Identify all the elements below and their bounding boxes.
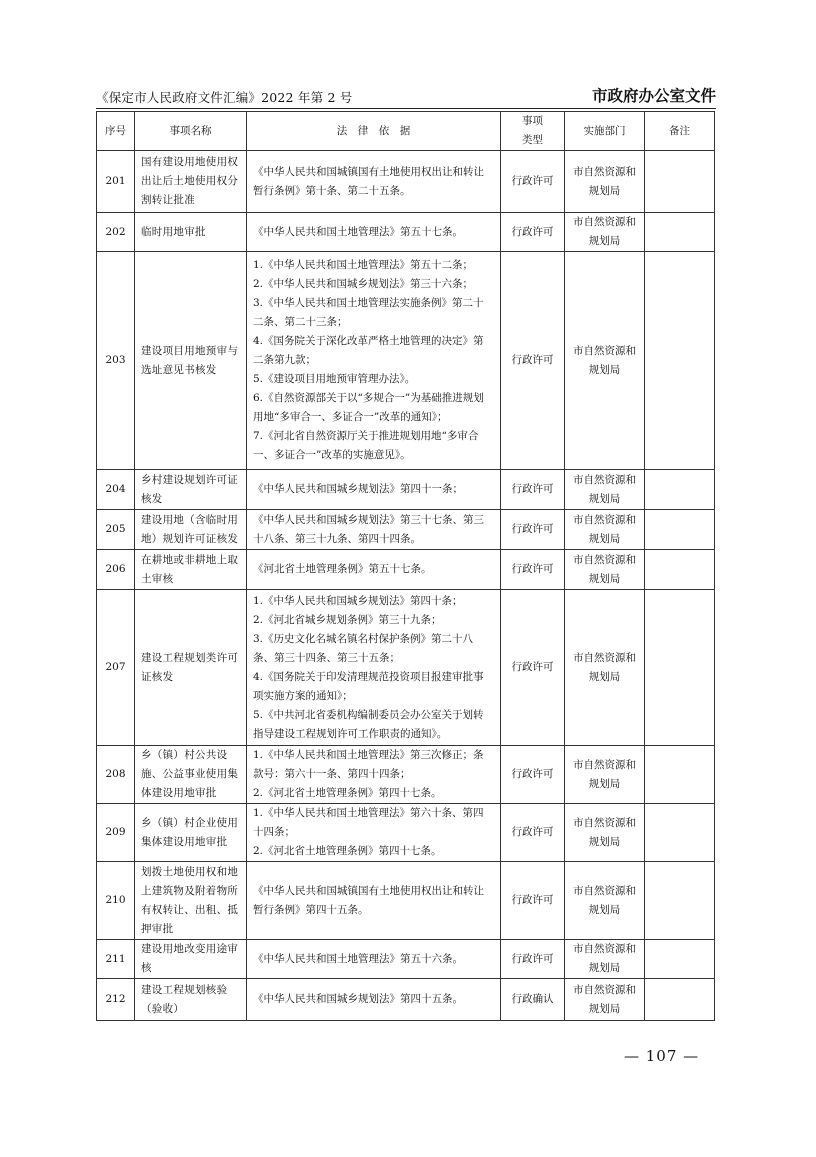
item-department: 市自然资源和规划局 xyxy=(565,252,645,470)
item-note xyxy=(645,590,715,746)
table-row xyxy=(97,470,715,510)
item-number: 211 xyxy=(97,940,135,979)
table-row xyxy=(97,979,715,1021)
item-type: 行政许可 xyxy=(501,746,565,804)
col-header-type-line2: 类型 xyxy=(522,134,543,146)
item-department: 市自然资源和规划局 xyxy=(565,470,645,510)
table-row xyxy=(97,804,715,862)
item-legal-basis xyxy=(247,746,501,804)
legal-basis-line: 1.《中华人民共和国土地管理法》第三次修正；条款号：第六十一条、第四十四条； xyxy=(253,749,484,780)
items-table xyxy=(96,111,715,1021)
col-header-num: 序号 xyxy=(97,112,135,151)
item-name: 建设工程规划类许可证核发 xyxy=(135,590,247,746)
legal-basis-line: 2.《中华人民共和国城乡规划法》第三十六条； xyxy=(253,278,474,290)
col-header-dept: 实施部门 xyxy=(565,112,645,151)
item-department: 市自然资源和规划局 xyxy=(565,862,645,940)
item-note xyxy=(645,940,715,979)
item-department: 市自然资源和规划局 xyxy=(565,746,645,804)
item-number: 207 xyxy=(97,590,135,746)
item-number: 204 xyxy=(97,470,135,510)
item-type: 行政许可 xyxy=(501,804,565,862)
legal-basis-line: 1.《中华人民共和国土地管理法》第五十二条； xyxy=(253,259,474,271)
document-category: 市政府办公室文件 xyxy=(591,87,716,105)
item-department: 市自然资源和规划局 xyxy=(565,550,645,590)
legal-basis-line: 1.《中华人民共和国城乡规划法》第四十条； xyxy=(253,594,463,607)
item-name: 建设用地改变用途审核 xyxy=(135,940,247,979)
item-number: 203 xyxy=(97,252,135,470)
item-type: 行政许可 xyxy=(501,550,565,590)
legal-basis-line: 《中华人民共和国城镇国有土地使用权出让和转让暂行条例》第四十五条。 xyxy=(253,884,484,916)
legal-basis-line: 《中华人民共和国城镇国有土地使用权出让和转让暂行条例》第十条、第二十五条。 xyxy=(253,165,484,197)
item-note xyxy=(645,862,715,940)
item-legal-basis xyxy=(247,940,501,979)
item-department: 市自然资源和规划局 xyxy=(565,590,645,746)
legal-basis-line: 2.《河北省城乡规划条例》第三十九条； xyxy=(253,613,442,626)
table-row xyxy=(97,213,715,252)
item-legal-basis xyxy=(247,550,501,590)
item-department: 市自然资源和规划局 xyxy=(565,510,645,550)
legal-basis-line: 《中华人民共和国城乡规划法》第四十五条。 xyxy=(253,993,463,1005)
legal-basis-line: 2.《河北省土地管理条例》第四十七条。 xyxy=(253,845,442,857)
item-number: 210 xyxy=(97,862,135,940)
item-type: 行政许可 xyxy=(501,590,565,746)
item-type: 行政许可 xyxy=(501,862,565,940)
item-name: 乡（镇）村企业使用集体建设用地审批 xyxy=(135,804,247,862)
legal-basis-line: 《中华人民共和国城乡规划法》第四十一条； xyxy=(253,483,463,495)
page-header xyxy=(96,84,716,106)
item-department: 市自然资源和规划局 xyxy=(565,804,645,862)
legal-basis-line: 4.《国务院关于印发清理规范投资项目报建审批事项实施方案的通知》； xyxy=(253,670,484,702)
item-note xyxy=(645,213,715,252)
table-row xyxy=(97,940,715,979)
legal-basis-line: 5.《建设项目用地预审管理办法》。 xyxy=(253,373,416,385)
table-row xyxy=(97,590,715,746)
item-department: 市自然资源和规划局 xyxy=(565,213,645,252)
item-legal-basis xyxy=(247,470,501,510)
item-name: 在耕地或非耕地上取土审核 xyxy=(135,550,247,590)
item-number: 201 xyxy=(97,151,135,213)
item-department: 市自然资源和规划局 xyxy=(565,151,645,213)
legal-basis-line: 5.《中共河北省委机构编制委员会办公室关于划转指导建设工程规划许可工作职责的通知》。 xyxy=(253,708,484,740)
item-type: 行政许可 xyxy=(501,510,565,550)
table-header-row xyxy=(97,112,715,151)
item-note xyxy=(645,252,715,470)
item-name: 乡村建设规划许可证核发 xyxy=(135,470,247,510)
item-name: 建设工程规划核验（验收） xyxy=(135,979,247,1021)
item-note xyxy=(645,746,715,804)
item-name: 建设项目用地预审与选址意见书核发 xyxy=(135,252,247,470)
item-name: 国有建设用地使用权出让后土地使用权分割转让批准 xyxy=(135,151,247,213)
item-number: 206 xyxy=(97,550,135,590)
item-note xyxy=(645,979,715,1021)
header-rule xyxy=(96,108,716,109)
col-header-type-line1: 事项 xyxy=(522,115,543,127)
legal-basis-line: 《河北省土地管理条例》第五十七条。 xyxy=(253,563,432,575)
legal-basis-line: 7.《河北省自然资源厅关于推进规划用地“多审合一、多证合一”改革的实施意见》。 xyxy=(253,430,479,461)
item-note xyxy=(645,470,715,510)
item-number: 212 xyxy=(97,979,135,1021)
table-row xyxy=(97,746,715,804)
item-legal-basis xyxy=(247,151,501,213)
col-header-basis: 法 律 依 据 xyxy=(247,112,501,151)
item-note xyxy=(645,550,715,590)
item-type: 行政许可 xyxy=(501,470,565,510)
item-type: 行政许可 xyxy=(501,151,565,213)
item-legal-basis xyxy=(247,252,501,470)
item-legal-basis xyxy=(247,590,501,746)
item-number: 208 xyxy=(97,746,135,804)
col-header-note: 备注 xyxy=(645,112,715,151)
legal-basis-line: 6.《自然资源部关于以“多规合一”为基础推进规划用地“多审合一、多证合一”改革的通知》； xyxy=(253,392,484,423)
page-number: — 107 — xyxy=(624,1047,700,1065)
item-type: 行政许可 xyxy=(501,252,565,470)
col-header-name: 事项名称 xyxy=(135,112,247,151)
table-body xyxy=(97,151,715,1021)
item-type: 行政确认 xyxy=(501,979,565,1021)
col-header-type xyxy=(501,112,565,151)
legal-basis-line: 《中华人民共和国土地管理法》第五十七条。 xyxy=(253,225,463,238)
item-department: 市自然资源和规划局 xyxy=(565,979,645,1021)
item-name: 划拨土地使用权和地上建筑物及附着物所有权转让、出租、抵押审批 xyxy=(135,862,247,940)
table-row xyxy=(97,862,715,940)
legal-basis-line: 《中华人民共和国土地管理法》第五十六条。 xyxy=(253,952,463,965)
item-name: 建设用地（含临时用地）规划许可证核发 xyxy=(135,510,247,550)
item-name: 乡（镇）村公共设施、公益事业使用集体建设用地审批 xyxy=(135,746,247,804)
item-legal-basis xyxy=(247,804,501,862)
table-row xyxy=(97,550,715,590)
item-legal-basis xyxy=(247,979,501,1021)
item-number: 202 xyxy=(97,213,135,252)
item-type: 行政许可 xyxy=(501,940,565,979)
legal-basis-line: 2.《河北省土地管理条例》第四十七条。 xyxy=(253,787,442,799)
item-legal-basis xyxy=(247,510,501,550)
table-row xyxy=(97,252,715,470)
legal-basis-line: 1.《中华人民共和国土地管理法》第六十条、第四十四条； xyxy=(253,807,484,838)
item-number: 205 xyxy=(97,510,135,550)
item-name: 临时用地审批 xyxy=(135,213,247,252)
document-source: 《保定市人民政府文件汇编》2022 年第 2 号 xyxy=(96,90,353,105)
table-row xyxy=(97,151,715,213)
legal-basis-line: 4.《国务院关于深化改革严格土地管理的决定》第二条第九款； xyxy=(253,335,484,366)
item-note xyxy=(645,151,715,213)
item-department: 市自然资源和规划局 xyxy=(565,940,645,979)
item-legal-basis xyxy=(247,862,501,940)
item-note xyxy=(645,804,715,862)
item-number: 209 xyxy=(97,804,135,862)
item-note xyxy=(645,510,715,550)
legal-basis-line: 3.《中华人民共和国土地管理法实施条例》第二十二条、第二十三条； xyxy=(253,297,484,328)
table-row xyxy=(97,510,715,550)
item-legal-basis xyxy=(247,213,501,252)
legal-basis-line: 3.《历史文化名城名镇名村保护条例》第二十八条、第三十四条、第三十五条； xyxy=(253,632,474,664)
item-type: 行政许可 xyxy=(501,213,565,252)
legal-basis-line: 《中华人民共和国城乡规划法》第三十七条、第三十八条、第三十九条、第四十四条。 xyxy=(253,513,484,545)
